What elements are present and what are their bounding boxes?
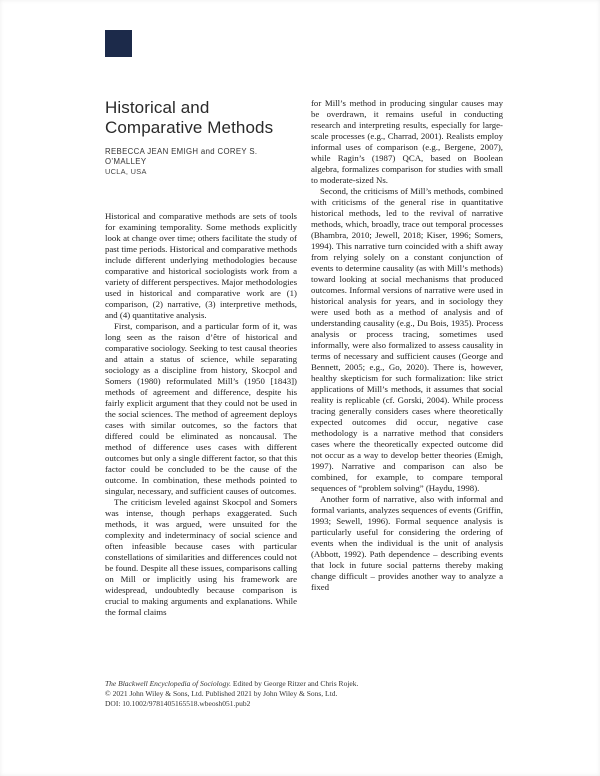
footer-line-3: DOI: 10.1002/9781405165518.wbeosh051.pub2: [105, 699, 251, 708]
footer-source-title: The Blackwell Encyclopedia of Sociology.: [105, 679, 232, 688]
body-paragraph: for Mill’s method in producing singular causes may be overdrawn, it remains useful in conducting research and interpreting results, especially for large-scale processes (e.g., Charrad, 2001). Realists employ informal uses of comparison (e.g., Bergene, 2007), while Ragin’s (1987) QCA, based on Boolean algebra, formalizes comparison for studies with small to moderate-sized Ns.: [311, 98, 503, 185]
right-column: [311, 98, 503, 593]
affiliation: UCLA, USA: [105, 167, 147, 176]
footer-line-1: [105, 679, 505, 689]
body-paragraph: Another form of narrative, also with informal and formal variants, analyzes sequences of events (Griffin, 1993; Sewell, 1996). Formal sequence analysis is particularly useful for considering the ordering of events when the individual is the unit of analysis (Abbott, 1992). Path dependence – describing events that lock in future social patterns thereby making change difficult – provides another way to analyze a fixed: [311, 494, 503, 592]
title-line-2: Comparative Methods: [105, 117, 274, 137]
left-column-body: [105, 211, 297, 618]
body-paragraph: The criticism leveled against Skocpol and Somers was intense, though perhaps exaggerated. Such methods, it was argued, were unsuited for the complexity and indeterminacy of social science and often infeasible because cases with particular constellations of similarities and differences could not be found. Despite all these issues, comparisons calling on Mill or implicitly using his framework are widespread, undoubtedly because comparison is crucial to making arguments and explanations. While the formal claims: [105, 497, 297, 617]
publisher-logo: [105, 30, 132, 57]
left-column: [105, 98, 297, 618]
footer-line-2: © 2021 John Wiley & Sons, Ltd. Published 2021 by John Wiley & Sons, Ltd.: [105, 689, 338, 698]
article-title: [105, 98, 297, 137]
title-line-1: Historical and: [105, 98, 210, 117]
body-paragraph: Second, the criticisms of Mill’s methods, combined with criticisms of the general rise in quantitative historical methods, led to the revival of narrative methods, which, broadly, trace out temporal processes (Bhambra, 2010; Jewell, 2018; Kiser, 1996; Somers, 1994). This narrative turn coincided with a shift away from relying solely on a constant conjunction of events to determine causality (as with Mill’s methods) toward looking at social mechanisms that produced outcomes. Informal versions of narrative were used in historical analysis for years, and in sociology they were used both as a method of analysis and of understanding causality (e.g., Du Bois, 1935). Process analysis or process tracing, sometimes used informally, were also formalized to assess causality in terms of necessary and sufficient causes (George and Bennett, 2005; e.g., Go, 2020). There is, however, healthy skepticism for such formalization: like strict applications of Mill’s methods, it assumes that social reality is replicable (cf. Gorski, 2004). While process tracing generally considers cases where theoretically expected outcomes did occur, negative case methodology is a narrative method that considers cases where the theoretically expected outcome did not occur as a way to develop better theories (Emigh, 1997). Narrative and comparison can also be combined, for example, to compare temporal sequences of “problem solving” (Haydu, 1998).: [311, 186, 503, 493]
right-column-body: [311, 98, 503, 593]
body-paragraph: First, comparison, and a particular form of it, was long seen as the raison d’être of historical and comparative sociology. Seeking to test causal theories and attain a status of science, while separating sociology as a discipline from history, Skocpol and Somers (1980) reformulated Mill’s (1950 [1843]) methods of agreement and difference, despite his fairly explicit argument that they could not be used in the social sciences. The method of agreement deploys cases with similar outcomes, so the factors that differed could be eliminated as noncausal. The method of difference uses cases with different outcomes but only a single different factor, so that this factor could be concluded to be the cause of the outcome. In combination, these methods pointed to singular, necessary, and sufficient causes of outcomes.: [105, 321, 297, 496]
footer: [105, 679, 505, 709]
footer-editors: Edited by George Ritzer and Chris Rojek.: [231, 679, 359, 688]
body-paragraph: Historical and comparative methods are sets of tools for examining temporality. Some methods explicitly look at change over time; others facilitate the study of past time periods. Historical and comparative methods include different underlying methodologies because comparative and historical sociologists work from a variety of different perspectives. Major methodologies used in historical and comparative work are (1) comparison, (2) narrative, (3) interpretive methods, and (4) quantitative analysis.: [105, 211, 297, 320]
authors: REBECCA JEAN EMIGH and COREY S. O’MALLEY: [105, 147, 258, 166]
